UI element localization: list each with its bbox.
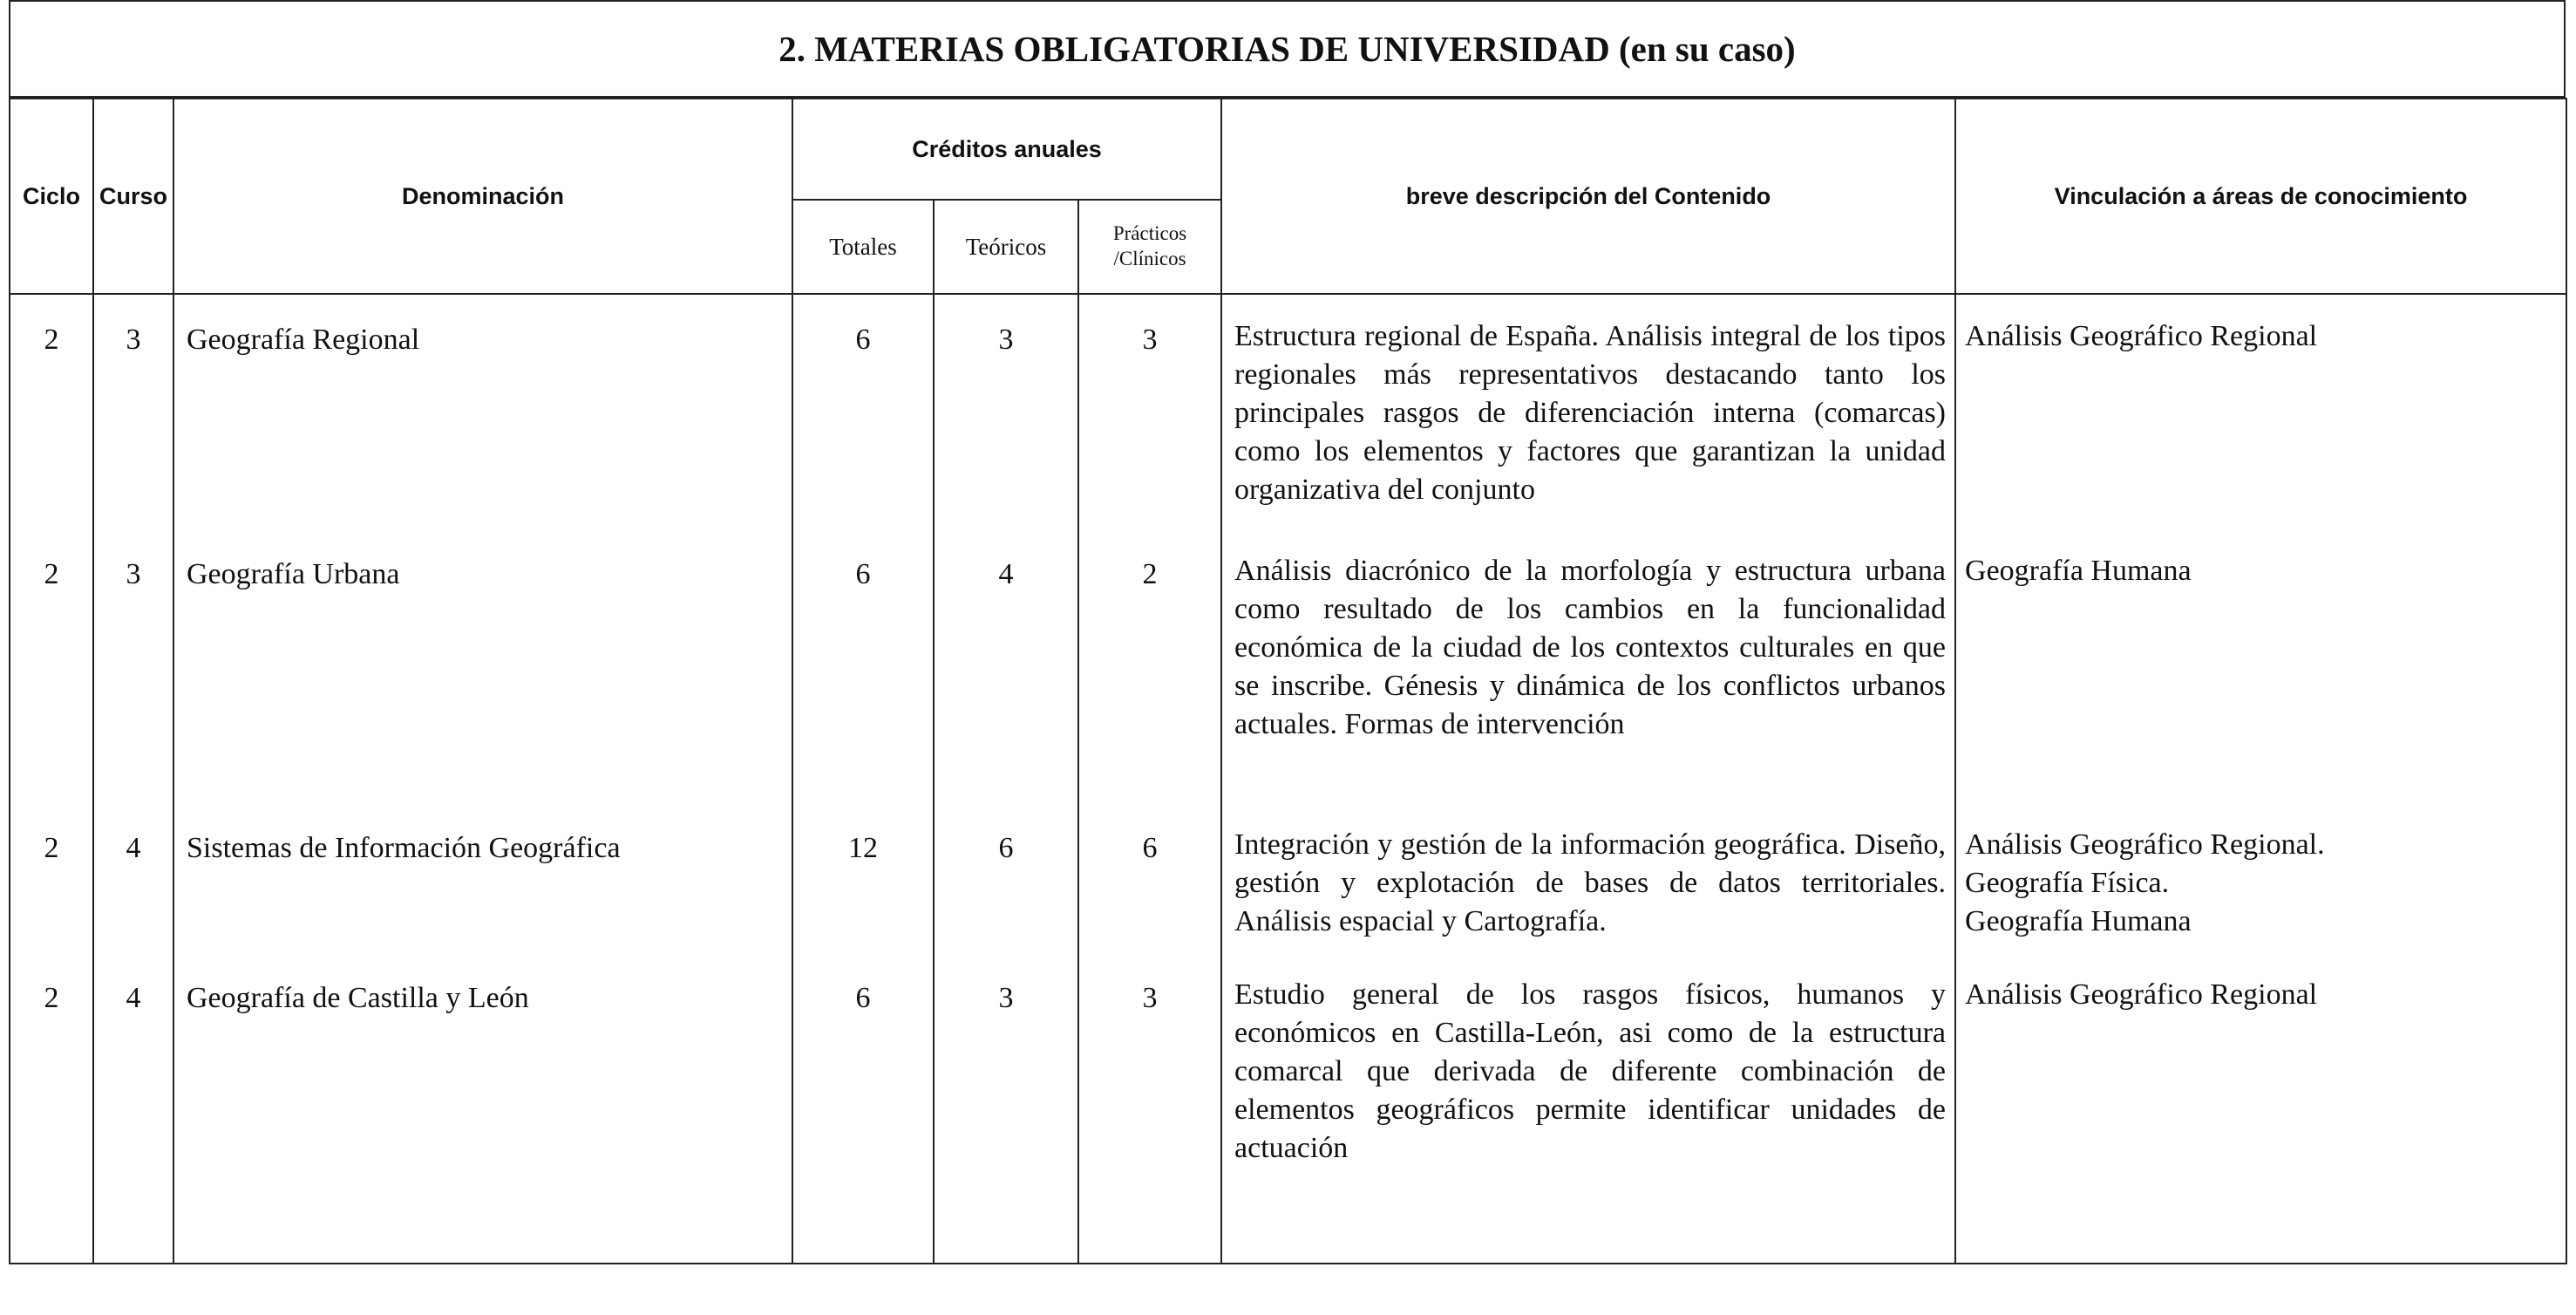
cell-totales: 6	[792, 294, 934, 529]
cell-ciclo: 2	[10, 953, 93, 1264]
cell-practicos: 3	[1078, 294, 1221, 529]
table-row	[10, 953, 2566, 1264]
cell-curso: 4	[93, 953, 173, 1264]
cell-practicos: 3	[1078, 953, 1221, 1264]
document-page	[9, 0, 2567, 1291]
table-row	[10, 294, 2566, 529]
cell-descripcion: Estudio general de los rasgos físicos, humanos y económicos en Castilla-León, asi como de la estructura comarcal que derivada de diferente combinación de elementos geográficos permite identificar unidades de actuación	[1221, 953, 1955, 1264]
cell-ciclo: 2	[10, 529, 93, 803]
header-totales: Totales	[792, 200, 934, 294]
cell-curso: 4	[93, 803, 173, 953]
area-item: Análisis Geográfico Regional	[1965, 320, 2318, 352]
cell-teoricos: 4	[934, 529, 1078, 803]
cell-curso: 3	[93, 529, 173, 803]
cell-teoricos: 6	[934, 803, 1078, 953]
cell-totales: 6	[792, 529, 934, 803]
cell-vinculacion	[1955, 803, 2566, 953]
header-curso: Curso	[93, 99, 173, 294]
cell-descripcion: Integración y gestión de la información geográfica. Diseño, gestión y explotación de bases de datos territoriales. Análisis espacial y Cartografía.	[1221, 803, 1955, 953]
cell-descripcion: Análisis diacrónico de la morfología y estructura urbana como resultado de los cambios en la funcionalidad económica de la ciudad de los contextos culturales en que se inscribe. Génesis y dinámica de los conflictos urbanos actuales. Formas de intervención	[1221, 529, 1955, 803]
cell-denominacion: Geografía Urbana	[173, 529, 792, 803]
area-item: Geografía Humana	[1965, 905, 2192, 937]
header-vinculacion: Vinculación a áreas de conocimiento	[1955, 99, 2566, 294]
table-row	[10, 529, 2566, 803]
page-title: 2. MATERIAS OBLIGATORIAS DE UNIVERSIDAD (en su caso)	[778, 29, 1796, 69]
cell-practicos: 2	[1078, 529, 1221, 803]
cell-teoricos: 3	[934, 953, 1078, 1264]
table-row	[10, 803, 2566, 953]
cell-ciclo: 2	[10, 803, 93, 953]
cell-teoricos: 3	[934, 294, 1078, 529]
area-item: Geografía Física.	[1965, 867, 2170, 899]
cell-totales: 6	[792, 953, 934, 1264]
title-box	[9, 0, 2566, 98]
cell-vinculacion	[1955, 953, 2566, 1264]
area-item: Geografía Humana	[1965, 555, 2192, 587]
cell-vinculacion	[1955, 294, 2566, 529]
header-denominacion: Denominación	[173, 99, 792, 294]
header-teoricos: Teóricos	[934, 200, 1078, 294]
cell-curso: 3	[93, 294, 173, 529]
cell-denominacion: Geografía Regional	[173, 294, 792, 529]
subjects-table	[9, 98, 2567, 1264]
cell-ciclo: 2	[10, 294, 93, 529]
area-item: Análisis Geográfico Regional	[1965, 978, 2318, 1011]
cell-descripcion: Estructura regional de España. Análisis integral de los tipos regionales más representativos destacando tanto los principales rasgos de diferenciación interna (comarcas) como los elementos y factores que garantizan la unidad organizativa del conjunto	[1221, 294, 1955, 529]
cell-vinculacion	[1955, 529, 2566, 803]
header-creditos: Créditos anuales	[792, 99, 1221, 200]
cell-practicos: 6	[1078, 803, 1221, 953]
cell-totales: 12	[792, 803, 934, 953]
header-ciclo: Ciclo	[10, 99, 93, 294]
cell-denominacion: Geografía de Castilla y León	[173, 953, 792, 1264]
area-item: Análisis Geográfico Regional.	[1965, 828, 2325, 861]
header-descripcion: breve descripción del Contenido	[1221, 99, 1955, 294]
header-practicos: Prácticos /Clínicos	[1078, 200, 1221, 294]
cell-denominacion: Sistemas de Información Geográfica	[173, 803, 792, 953]
